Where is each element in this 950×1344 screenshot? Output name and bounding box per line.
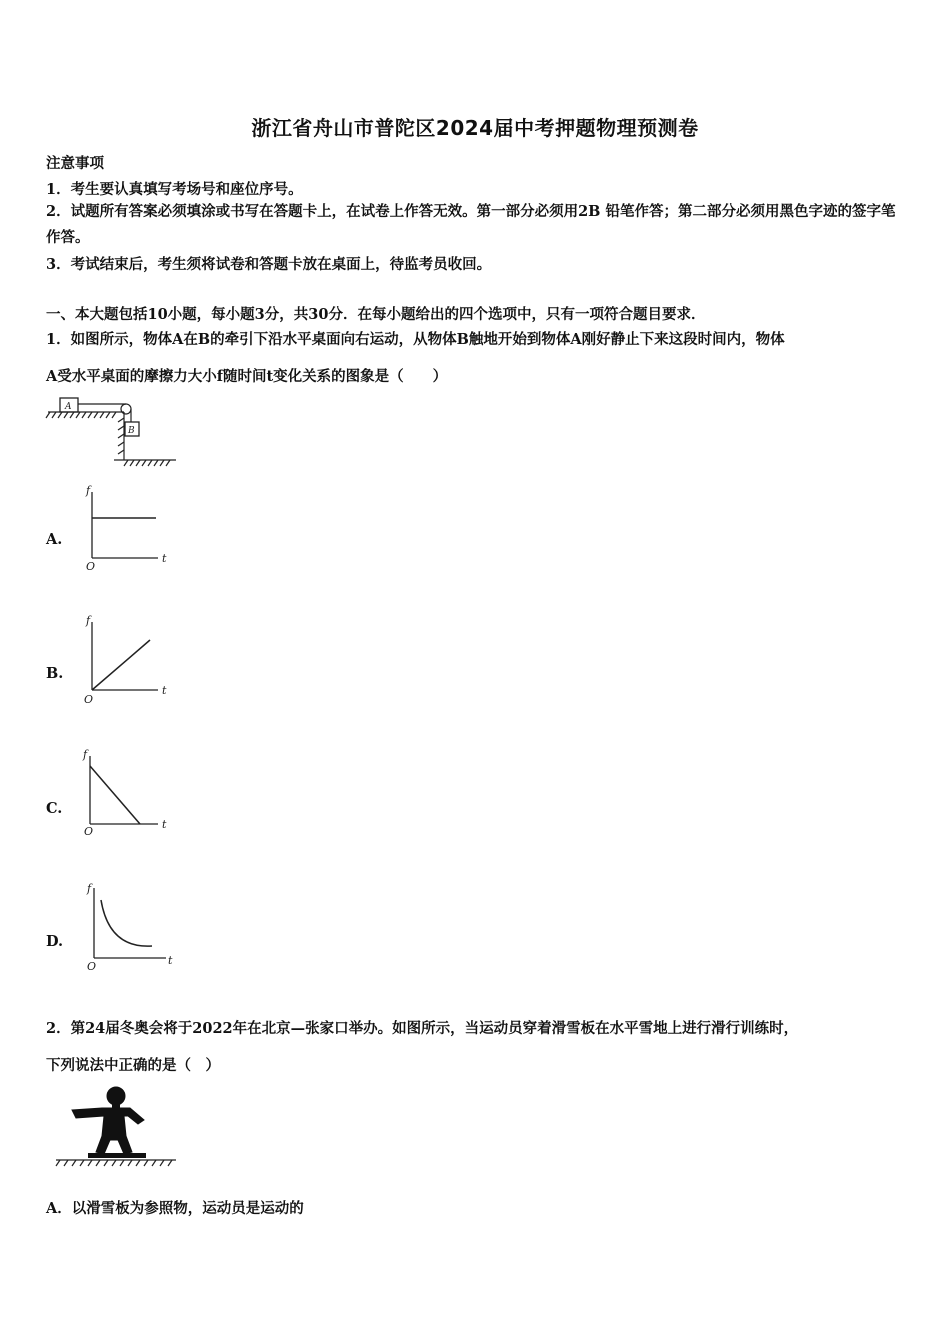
axis-origin-label: O xyxy=(86,560,96,573)
axis-t-label: t xyxy=(162,818,167,831)
notice-item-3: 3．考试结束后，考生须将试卷和答题卡放在桌面上，待监考员收回。 xyxy=(46,256,492,273)
q2-stem-line2: 下列说法中正确的是（ ） xyxy=(46,1057,220,1074)
axis-f-label: f xyxy=(86,614,91,627)
axis-t-label: t xyxy=(162,552,167,565)
q1-option-d-label[interactable]: D. xyxy=(46,933,64,950)
q1-stem-line2: A受水平桌面的摩擦力大小f随时间t变化关系的图象是（ ） xyxy=(46,368,448,385)
q1-stem-line1: 1．如图所示，物体A在B的牵引下沿水平桌面向右运动，从物体B触地开始到物体A刚好静止下来这段时间内，物体 xyxy=(46,331,785,348)
axis-f-label: f xyxy=(83,748,88,761)
q1-option-b-label[interactable]: B. xyxy=(46,665,64,682)
axis-t-label: t xyxy=(168,954,173,967)
axis-origin-label: O xyxy=(84,693,94,706)
q1-option-a-label[interactable]: A. xyxy=(46,531,63,548)
notice-item-2: 2．试题所有答案必须填涂或书写在答题卡上，在试卷上作答无效。第一部分必须用2B 铅笔作答；第二部分必须用黑色字迹的签字笔作答。 xyxy=(46,203,896,246)
q1-option-c-graph[interactable] xyxy=(76,746,186,841)
q1-option-b-graph[interactable] xyxy=(76,612,186,707)
skier-figure xyxy=(52,1080,182,1172)
q1-option-d-graph[interactable] xyxy=(76,880,186,975)
q1-option-c-label[interactable]: C. xyxy=(46,800,63,817)
axis-f-label: f xyxy=(87,882,92,895)
block-a-label: A xyxy=(65,402,72,412)
axis-origin-label: O xyxy=(87,960,97,973)
notice-heading: 注意事项 xyxy=(46,155,104,172)
block-b-label: B xyxy=(128,426,135,436)
notice-item-1: 1．考生要认真填写考场号和座位序号。 xyxy=(46,181,303,198)
q2-stem-line1: 2．第24届冬奥会将于2022年在北京—张家口举办。如图所示，当运动员穿着滑雪板在水平雪地上进行滑行训练时， xyxy=(46,1020,799,1037)
axis-origin-label: O xyxy=(84,825,94,838)
axis-f-label: f xyxy=(86,484,91,497)
axis-t-label: t xyxy=(162,684,167,697)
q1-option-a-graph[interactable] xyxy=(76,480,186,575)
q2-option-a[interactable]: A．以滑雪板为参照物，运动员是运动的 xyxy=(46,1200,304,1217)
page-title: 浙江省舟山市普陀区2024届中考押题物理预测卷 xyxy=(251,116,699,140)
q1-pulley-figure xyxy=(44,390,184,470)
section-heading: 一、本大题包括10小题，每小题3分，共30分．在每小题给出的四个选项中，只有一项符合题目要求． xyxy=(46,306,706,323)
